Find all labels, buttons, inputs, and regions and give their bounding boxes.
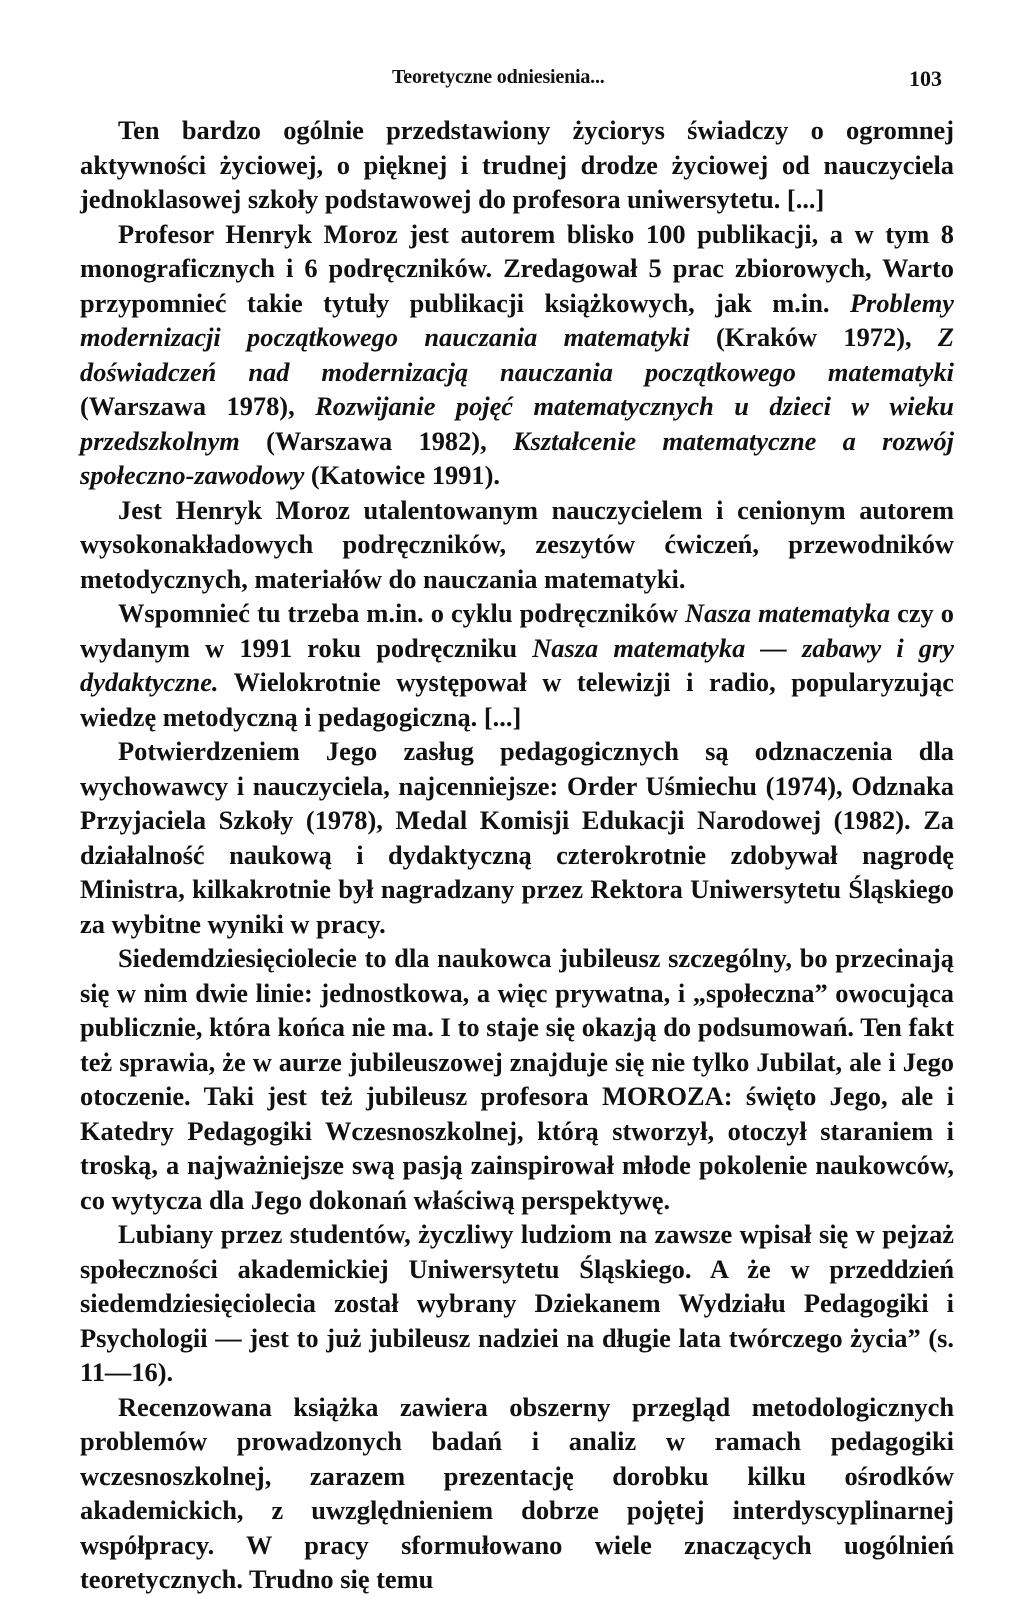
text-run: Jest Henryk Moroz utalentowanym nauczycielem i cenionym autorem wysokonakładowych podręczników, zeszytów ćwiczeń, przewodników metodycznych, materiałów do nauczania matematyki. <box>80 494 954 594</box>
page-number: 103 <box>909 66 942 91</box>
text-run: Wielokrotnie występował w telewizji i radio, popularyzując wiedzę metodyczną i pedagogiczną. [...] <box>80 667 954 732</box>
text-run: Wspomnieć tu trzeba m.in. o cyklu podręczników <box>118 598 686 628</box>
text-run: (Warszawa 1982), <box>239 425 513 456</box>
paragraph <box>80 1390 954 1597</box>
paragraph <box>80 217 954 493</box>
text-run: Ten bardzo ogólnie przedstawiony życiorys świadczy o ogromnej aktywności życiowej, o pięknej i trudnej drodze życiowej od nauczyciela jednoklasowej szkoły podstawowej do profesora uniwersytetu. [...] <box>80 115 954 214</box>
book-title: Rozwijanie pojęć matematycznych u dzieci w wieku przedszkolnym <box>80 391 954 456</box>
paragraph <box>80 941 954 1217</box>
text-run: Profesor Henryk Moroz jest autorem blisko 100 publikacji, a w tym 8 monograficznych i 6 podręczników. Zredagował 5 prac zbiorowych, Warto przypomnieć takie tytuły publikacji książkowych, jak m.in. <box>80 218 954 318</box>
book-title: Nasza matematyka <box>685 598 891 628</box>
paragraph <box>80 493 954 597</box>
paragraph <box>80 596 954 734</box>
running-title: Teoretyczne odniesienia... <box>392 66 605 88</box>
text-run: Siedemdziesięciolecie to dla naukowca jubileusz szczególny, bo przecinają się w nim dwie linie: jednostkowa, a więc prywatna, i „społeczna” owocująca publicznie, która końca nie ma. I to staje się okazją do podsumowań. Ten fakt też sprawia, że w aurze jubileuszowej znajduje się nie tylko Jubilat, ale i Jego otoczenie. Taki jest też jubileusz profesora MOROZA: święto Jego, ale i Katedry Pedagogiki Wczesnoszkolnej, którą stworzył, otoczył staraniem i troską, a najważniejsze swą pasją zainspirował młode pokolenie naukowców, co wytycza dla Jego dokonań właściwą perspektywę. <box>80 943 954 1215</box>
text-run: (Warszawa 1978), <box>80 391 316 421</box>
paragraph <box>80 734 954 941</box>
body-text <box>80 113 954 1597</box>
text-run: (Katowice 1991). <box>304 460 501 490</box>
book-title: Nasza matematyka — zabawy i gry dydaktyczne. <box>80 632 954 697</box>
book-title: Z doświadczeń nad modernizacją nauczania początkowego matematyki <box>80 322 954 387</box>
paragraph <box>80 113 954 217</box>
text-run: (Kraków 1972), <box>689 322 938 352</box>
text-run: Potwierdzeniem Jego zasług pedagogicznych są odznaczenia dla wychowawcy i nauczyciela, najcenniejsze: Order Uśmiechu (1974), Odznaka Przyjaciela Szkoły (1978), Medal Komisji Edukacji Narodowej (1982). Za działalność naukową i dydaktyczną czterokrotnie zdobywał nagrodę Ministra, kilkakrotnie był nagradzany przez Rektora Uniwersytetu Śląskiego za wybitne wyniki w pracy. <box>80 736 954 939</box>
text-run: Lubiany przez studentów, życzliwy ludziom na zawsze wpisał się w pejzaż społeczności akademickiej Uniwersytetu Śląskiego. A że w przeddzień siedemdziesięciolecia został wybrany Dziekanem Wydziału Pedagogiki i Psychologii — jest to już jubileusz nadziei na długie lata twórczego życia” (s. 11—16). <box>80 1219 954 1387</box>
book-title: Problemy modernizacji początkowego nauczania matematyki <box>80 287 954 352</box>
paragraph <box>80 1217 954 1390</box>
text-run: Recenzowana książka zawiera obszerny przegląd metodologicznych problemów prowadzonych badań i analiz w ramach pedagogiki wczesnoszkolnej, zarazem prezentację dorobku kilku ośrodków akademickich, z uwzględnieniem dobrze pojętej interdyscyplinarnej współpracy. W pracy sformułowano wiele znaczących uogólnień teoretycznych. Trudno się temu <box>80 1391 954 1594</box>
running-header <box>80 66 960 96</box>
text-run: czy o wydanym w 1991 roku podręczniku <box>80 598 955 663</box>
book-title: Kształcenie matematyczne a rozwój społeczno-zawodowy <box>80 425 954 490</box>
